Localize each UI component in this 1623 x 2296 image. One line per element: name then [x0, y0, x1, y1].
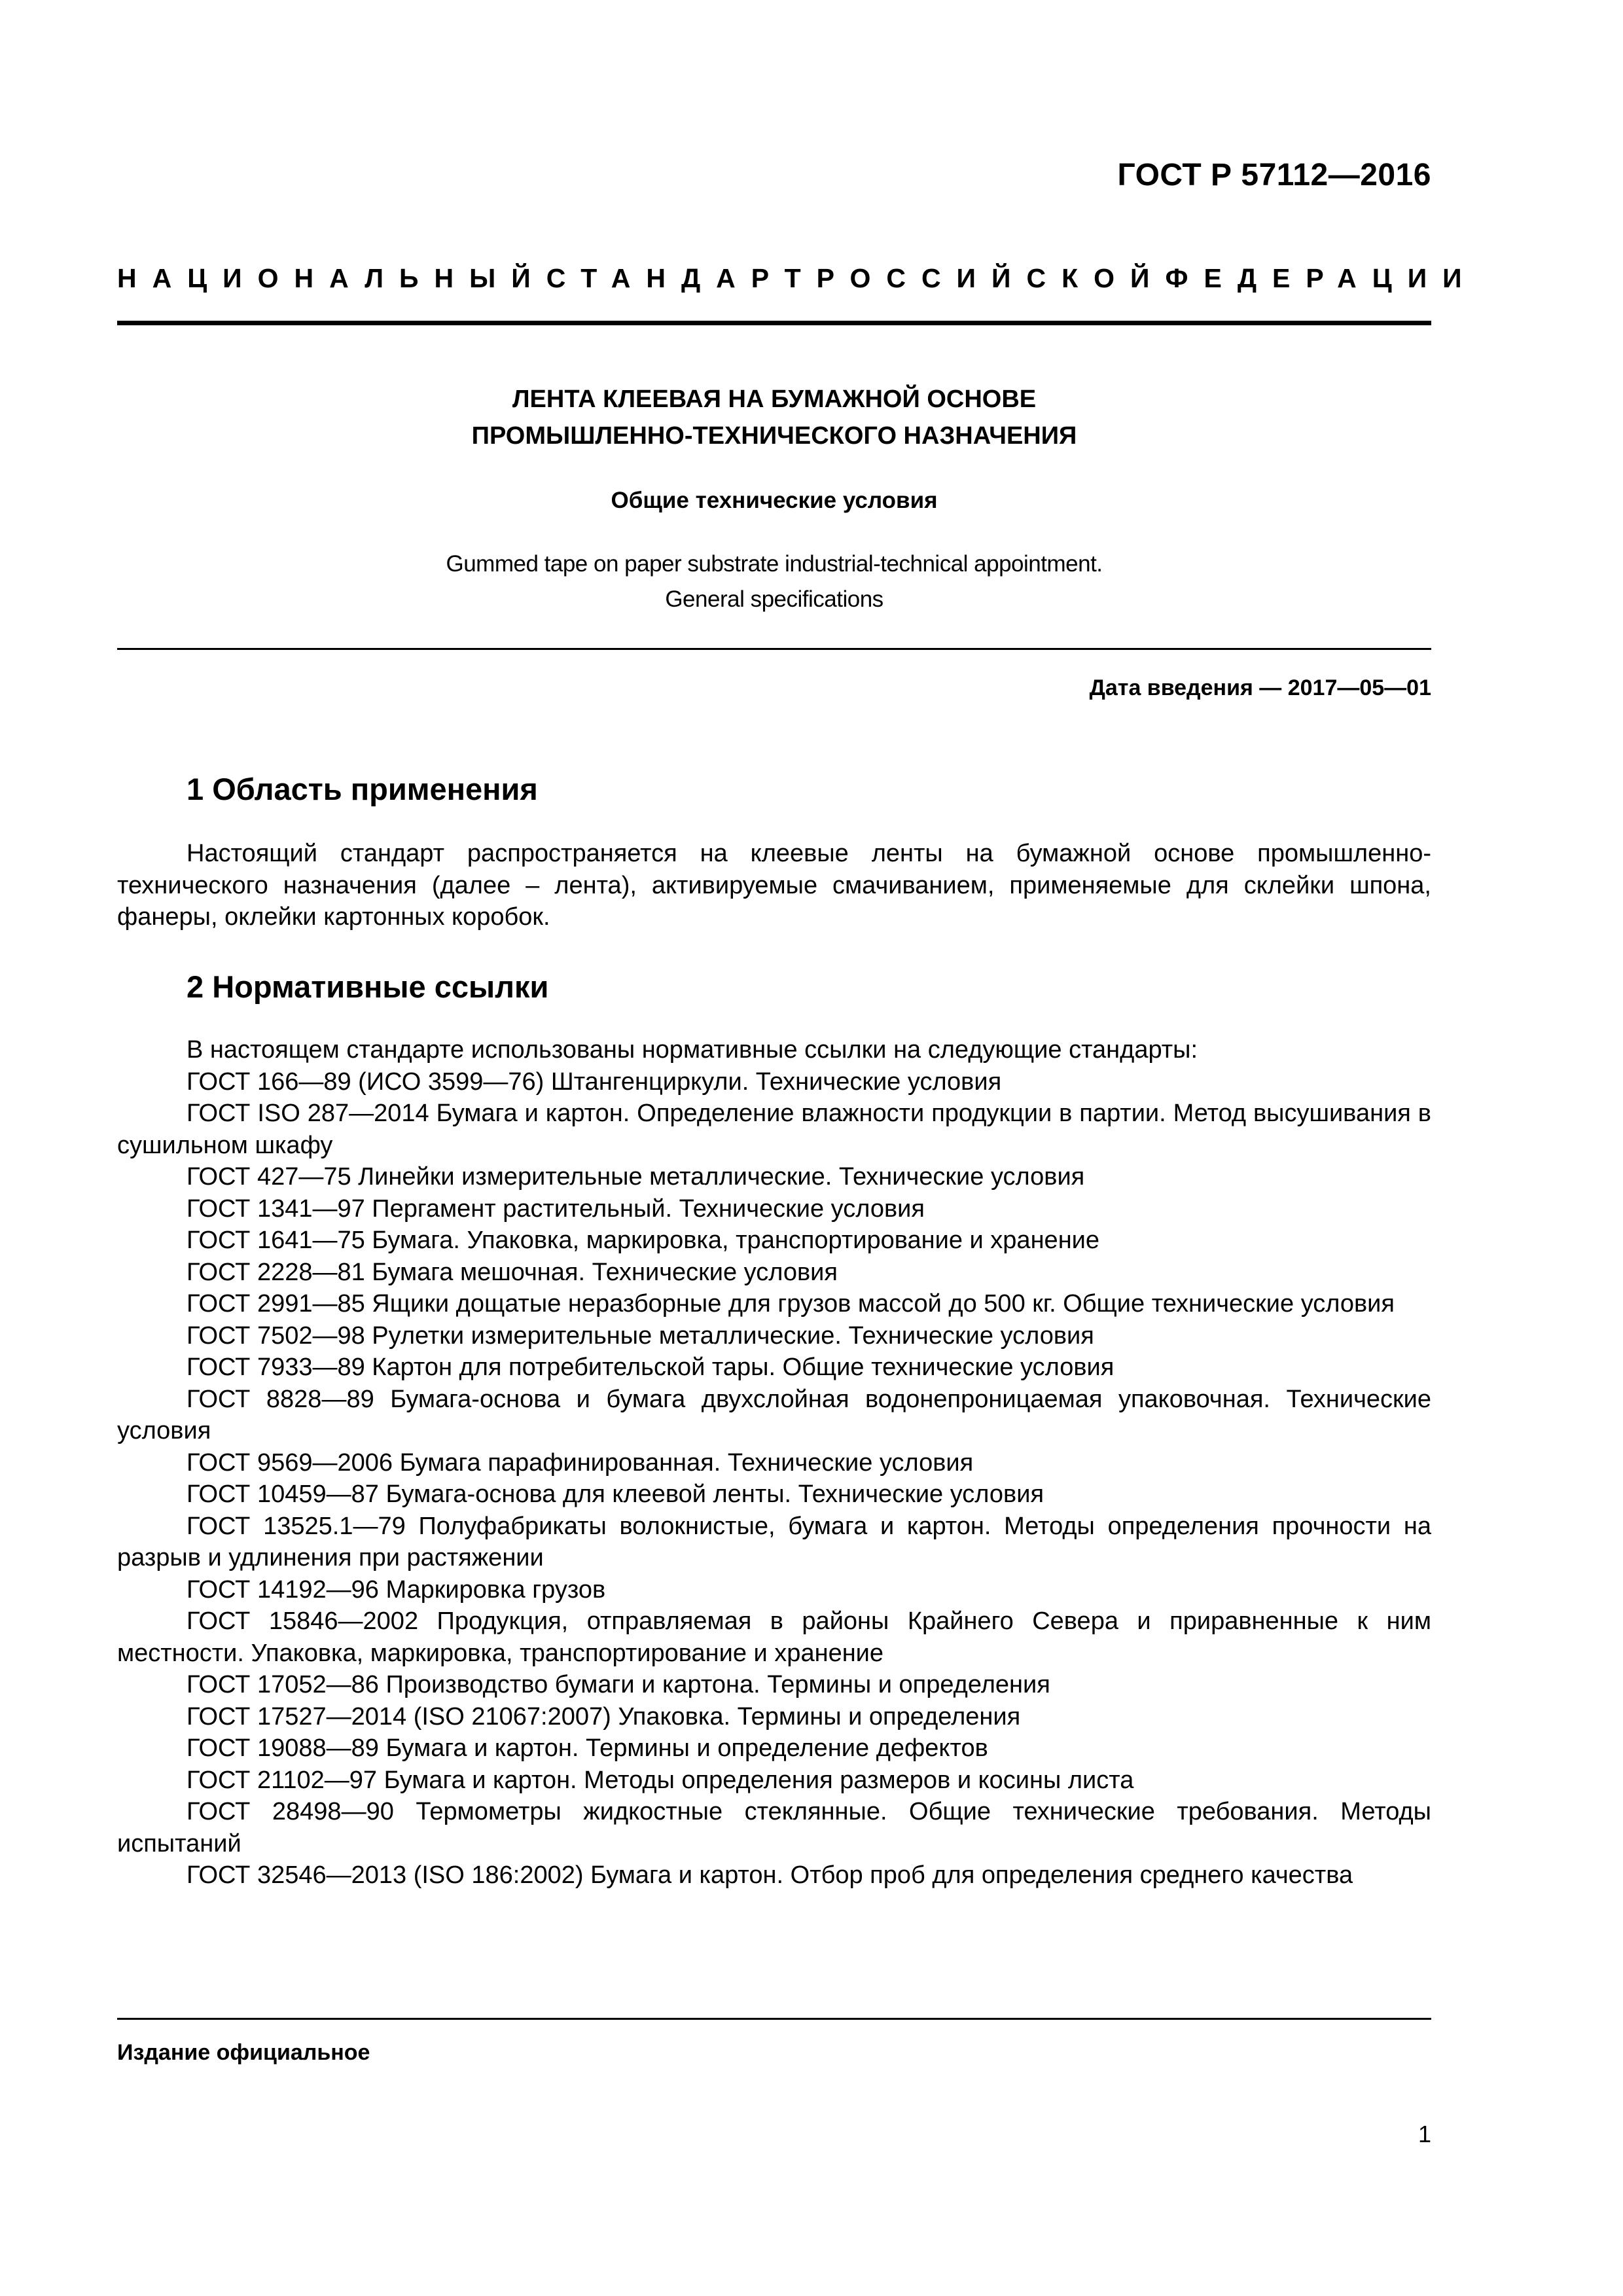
- reference-item: ГОСТ 10459—87 Бумага-основа для клеевой ленты. Технические условия: [187, 1480, 1044, 1508]
- reference-item: ГОСТ 166—89 (ИСО 3599—76) Штангенциркули. Технические условия: [187, 1067, 1002, 1096]
- reference-item: ГОСТ 2991—85 Ящики дощатые неразборные для грузов массой до 500 кг. Общие технические условия: [187, 1290, 1395, 1318]
- reference-item: ГОСТ 427—75 Линейки измерительные металлические. Технические условия: [187, 1163, 1085, 1191]
- title-divider: [117, 648, 1431, 650]
- reference-item: ГОСТ 2228—81 Бумага мешочная. Технические условия: [187, 1258, 838, 1286]
- reference-item: ГОСТ 32546—2013 (ISO 186:2002) Бумага и картон. Отбор проб для определения среднего качества: [187, 1861, 1353, 1889]
- english-title-line-1: Gummed tape on paper substrate industrial-technical appointment.: [446, 551, 1103, 577]
- official-edition-label: Издание официальное: [117, 2040, 370, 2065]
- section-heading-scope: 1 Область применения: [187, 772, 538, 806]
- reference-item: ГОСТ 17052—86 Производство бумаги и картона. Термины и определения: [187, 1671, 1050, 1698]
- reference-item: ГОСТ 28498—90 Термометры жидкостные стеклянные. Общие технические требования. Методы испытаний: [117, 1798, 1431, 1857]
- reference-item: ГОСТ 19088—89 Бумага и картон. Термины и определение дефектов: [187, 1734, 988, 1762]
- reference-item: ГОСТ 8828—89 Бумага-основа и бумага двухслойная водонепроницаемая упаковочная. Технические условия: [117, 1385, 1431, 1444]
- title-line-1: ЛЕНТА КЛЕЕВАЯ НА БУМАЖНОЙ ОСНОВЕ: [512, 386, 1037, 413]
- reference-item: ГОСТ 1641—75 Бумага. Упаковка, маркировка, транспортирование и хранение: [187, 1227, 1100, 1254]
- header-divider: [117, 321, 1431, 325]
- section-heading-references: 2 Нормативные ссылки: [187, 969, 549, 1004]
- reference-item: ГОСТ 17527—2014 (ISO 21067:2007) Упаковка. Термины и определения: [187, 1702, 1021, 1731]
- english-title-line-2: General specifications: [665, 586, 883, 612]
- reference-item: ГОСТ 14192—96 Маркировка грузов: [187, 1575, 606, 1604]
- reference-item: ГОСТ 7502—98 Рулетки измерительные металлические. Технические условия: [187, 1321, 1094, 1350]
- document-code: ГОСТ Р 57112—2016: [1117, 158, 1431, 192]
- footer-divider: [117, 2018, 1431, 2020]
- page-number: 1: [1418, 2121, 1431, 2147]
- document-subtitle: Общие технические условия: [611, 488, 938, 513]
- reference-item: ГОСТ ISO 287—2014 Бумага и картон. Определение влажности продукции в партии. Метод высушивания в сушильном шкафу: [117, 1100, 1431, 1159]
- banner-word: РОССИЙСКОЙ: [816, 263, 1166, 293]
- reference-item: ГОСТ 21102—97 Бумага и картон. Методы определения размеров и косины листа: [187, 1766, 1134, 1794]
- english-title: [117, 547, 1431, 617]
- references-intro: В настоящем стандарте использованы нормативные ссылки на следующие стандарты:: [187, 1036, 1198, 1064]
- reference-item: ГОСТ 15846—2002 Продукция, отправляемая в районы Крайнего Севера и приравненные к ним местности. Упаковка, маркировка, транспортирование и хранение: [117, 1607, 1431, 1667]
- introduction-date: Дата введения — 2017—05—01: [1089, 675, 1431, 700]
- reference-item: ГОСТ 13525.1—79 Полуфабрикаты волокнистые, бумага и картон. Методы определения прочности на разрыв и удлинения при растяжении: [117, 1512, 1431, 1571]
- banner-word: ФЕДЕРАЦИИ: [1165, 263, 1478, 293]
- reference-item: ГОСТ 7933—89 Картон для потребительской тары. Общие технические условия: [187, 1354, 1115, 1381]
- document-title: [117, 381, 1431, 454]
- title-line-2: ПРОМЫШЛЕННО-ТЕХНИЧЕСКОГО НАЗНАЧЕНИЯ: [471, 422, 1077, 450]
- reference-item: ГОСТ 1341—97 Пергамент растительный. Технические условия: [187, 1194, 925, 1223]
- banner-word: СТАНДАРТ: [546, 263, 817, 293]
- national-standard-banner: [117, 263, 1478, 294]
- banner-word: НАЦИОНАЛЬНЫЙ: [117, 263, 546, 293]
- scope-paragraph: Настоящий стандарт распространяется на клеевые ленты на бумажной основе промышленно-технического назначения (далее – лента), активируемые смачиванием, применяемые для склейки шпона, фанеры, оклейки картонных коробок.: [117, 840, 1431, 931]
- references-list: [117, 1034, 1431, 1892]
- reference-item: ГОСТ 9569—2006 Бумага парафинированная. Технические условия: [187, 1448, 974, 1477]
